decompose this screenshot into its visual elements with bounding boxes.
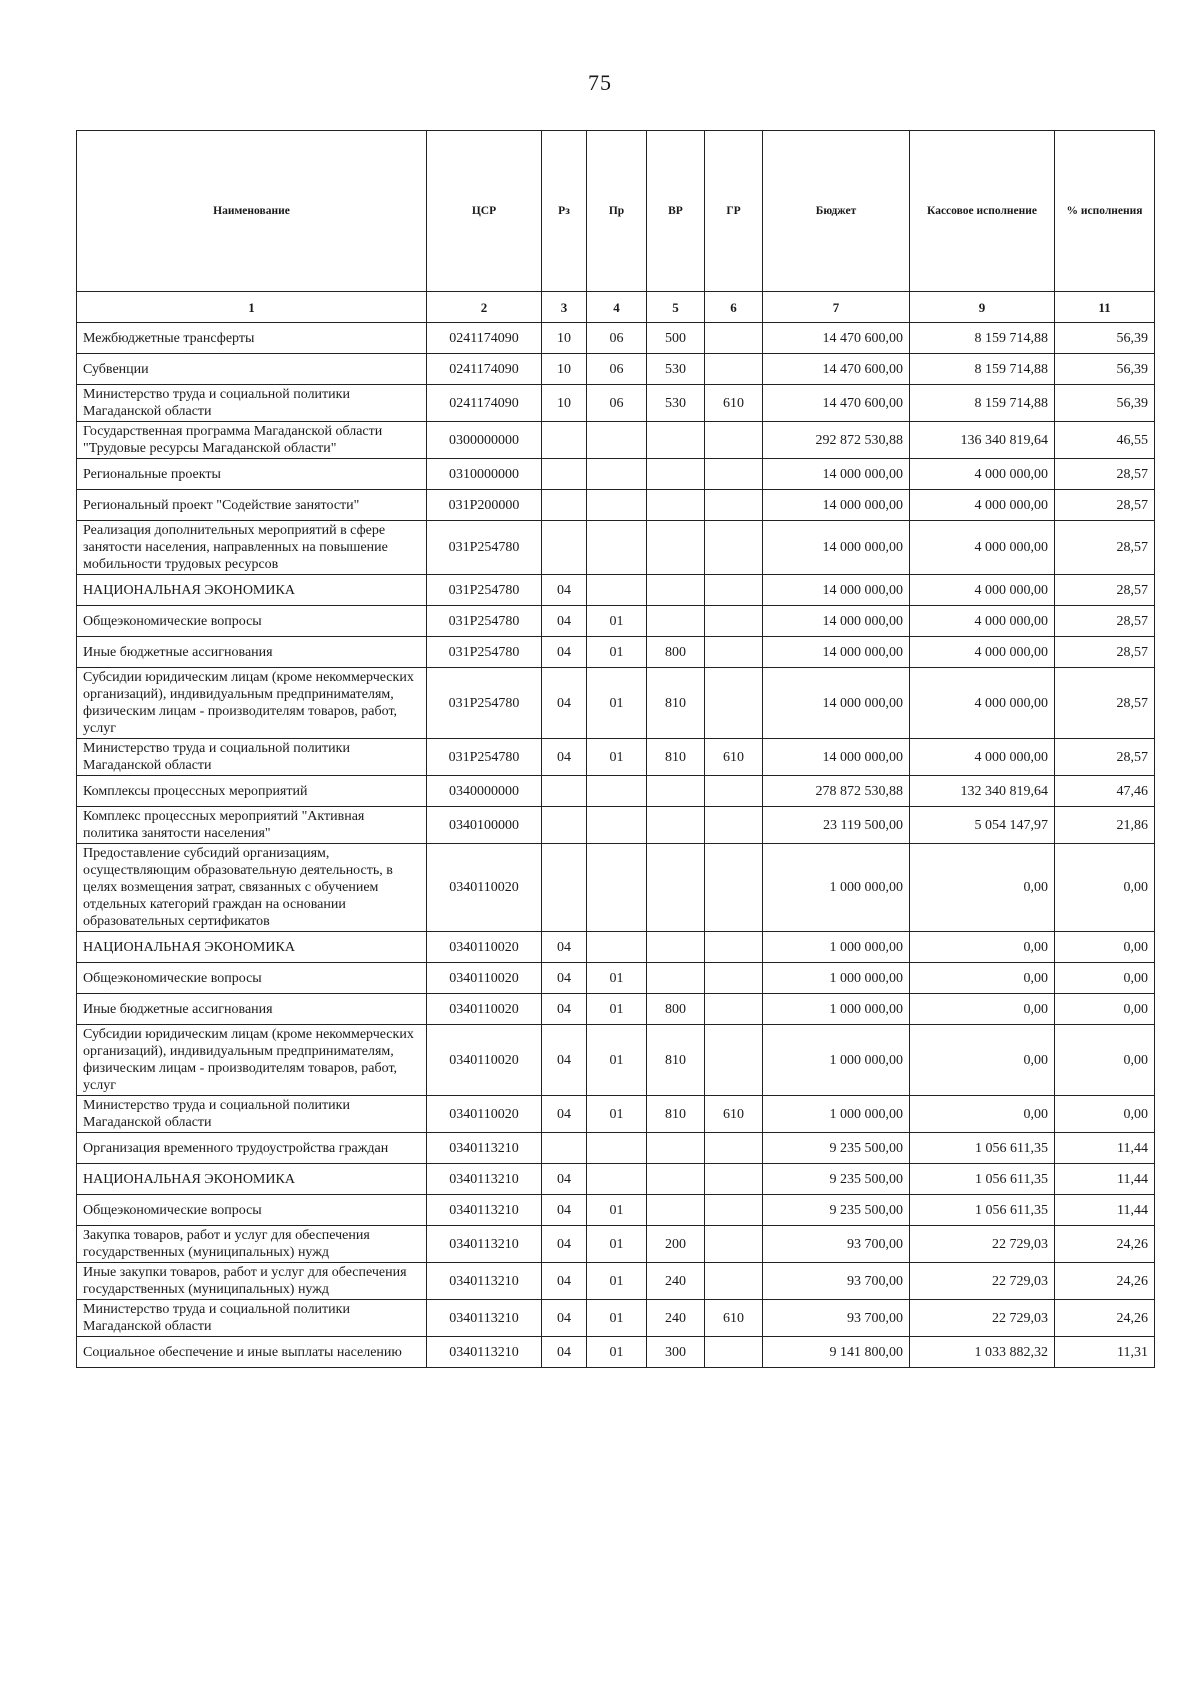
row-gr (705, 994, 763, 1025)
table-row (77, 844, 1155, 932)
row-name: НАЦИОНАЛЬНАЯ ЭКОНОМИКА (77, 575, 427, 606)
row-csr: 0340110020 (427, 963, 542, 994)
row-gr: 610 (705, 1300, 763, 1337)
row-rz: 04 (542, 1226, 587, 1263)
row-name: Иные бюджетные ассигнования (77, 637, 427, 668)
table-row (77, 1195, 1155, 1226)
row-csr: 031P254780 (427, 606, 542, 637)
row-cash-execution: 0,00 (910, 963, 1055, 994)
row-name: Иные бюджетные ассигнования (77, 994, 427, 1025)
row-vr: 240 (647, 1263, 705, 1300)
row-percent: 28,57 (1055, 521, 1155, 575)
row-name: Предоставление субсидий организациям, осуществляющим образовательную деятельность, в целях возмещения затрат, связанных с обучением отдельных категорий граждан на основании образовательных сертификатов (77, 844, 427, 932)
row-name: Государственная программа Магаданской области "Трудовые ресурсы Магаданской области" (77, 422, 427, 459)
header-percent-execution: % исполнения (1055, 131, 1155, 292)
header-vr: ВР (647, 131, 705, 292)
row-percent: 56,39 (1055, 354, 1155, 385)
row-csr: 0340113210 (427, 1300, 542, 1337)
row-name: Организация временного трудоустройства граждан (77, 1133, 427, 1164)
row-budget: 14 000 000,00 (763, 606, 910, 637)
row-budget: 292 872 530,88 (763, 422, 910, 459)
row-budget: 93 700,00 (763, 1226, 910, 1263)
row-budget: 14 000 000,00 (763, 459, 910, 490)
row-gr: 610 (705, 1096, 763, 1133)
table-body (77, 323, 1155, 1368)
row-vr (647, 459, 705, 490)
row-pr: 06 (587, 323, 647, 354)
row-csr: 0340110020 (427, 1096, 542, 1133)
row-rz: 04 (542, 1337, 587, 1368)
row-csr: 0241174090 (427, 385, 542, 422)
row-vr (647, 575, 705, 606)
row-csr: 031P254780 (427, 739, 542, 776)
row-percent: 28,57 (1055, 606, 1155, 637)
row-rz: 10 (542, 385, 587, 422)
row-vr: 800 (647, 994, 705, 1025)
row-cash-execution: 1 056 611,35 (910, 1195, 1055, 1226)
table-row (77, 1263, 1155, 1300)
row-pr (587, 1133, 647, 1164)
row-pr: 01 (587, 1226, 647, 1263)
row-cash-execution: 22 729,03 (910, 1300, 1055, 1337)
row-percent: 47,46 (1055, 776, 1155, 807)
row-cash-execution: 0,00 (910, 844, 1055, 932)
row-percent: 28,57 (1055, 459, 1155, 490)
row-pr: 01 (587, 606, 647, 637)
row-pr: 01 (587, 963, 647, 994)
row-rz: 04 (542, 1263, 587, 1300)
table-row (77, 668, 1155, 739)
row-pr: 06 (587, 354, 647, 385)
row-percent: 0,00 (1055, 844, 1155, 932)
row-csr: 0340113210 (427, 1133, 542, 1164)
row-percent: 28,57 (1055, 490, 1155, 521)
row-cash-execution: 0,00 (910, 932, 1055, 963)
row-budget: 14 470 600,00 (763, 385, 910, 422)
table-row (77, 521, 1155, 575)
row-pr: 01 (587, 637, 647, 668)
row-gr (705, 354, 763, 385)
row-vr: 530 (647, 385, 705, 422)
row-budget: 14 470 600,00 (763, 323, 910, 354)
row-percent: 11,44 (1055, 1195, 1155, 1226)
row-pr (587, 932, 647, 963)
table-row (77, 1164, 1155, 1195)
row-csr: 0241174090 (427, 354, 542, 385)
row-percent: 0,00 (1055, 963, 1155, 994)
row-vr (647, 932, 705, 963)
row-csr: 0241174090 (427, 323, 542, 354)
row-rz: 04 (542, 1300, 587, 1337)
row-pr: 01 (587, 1337, 647, 1368)
row-cash-execution: 0,00 (910, 1025, 1055, 1096)
table-row (77, 459, 1155, 490)
row-name: Министерство труда и социальной политики Магаданской области (77, 1096, 427, 1133)
column-number-row (77, 292, 1155, 323)
row-vr: 530 (647, 354, 705, 385)
row-csr: 031P254780 (427, 575, 542, 606)
budget-execution-table (76, 130, 1155, 1368)
row-percent: 28,57 (1055, 668, 1155, 739)
row-vr (647, 521, 705, 575)
row-vr (647, 776, 705, 807)
table-row (77, 932, 1155, 963)
row-percent: 0,00 (1055, 932, 1155, 963)
row-csr: 0340113210 (427, 1337, 542, 1368)
row-rz: 04 (542, 637, 587, 668)
row-name: Субвенции (77, 354, 427, 385)
row-percent: 56,39 (1055, 385, 1155, 422)
header-name: Наименование (77, 131, 427, 292)
row-vr: 810 (647, 668, 705, 739)
row-pr: 01 (587, 994, 647, 1025)
row-name: Министерство труда и социальной политики Магаданской области (77, 1300, 427, 1337)
row-gr (705, 459, 763, 490)
table-row (77, 1226, 1155, 1263)
row-pr: 01 (587, 1096, 647, 1133)
row-cash-execution: 5 054 147,97 (910, 807, 1055, 844)
row-vr (647, 844, 705, 932)
row-vr: 200 (647, 1226, 705, 1263)
row-pr: 01 (587, 1195, 647, 1226)
table-row (77, 385, 1155, 422)
row-pr (587, 776, 647, 807)
row-gr (705, 606, 763, 637)
row-gr (705, 776, 763, 807)
row-budget: 9 235 500,00 (763, 1195, 910, 1226)
row-name: Иные закупки товаров, работ и услуг для обеспечения государственных (муниципальных) нужд (77, 1263, 427, 1300)
row-cash-execution: 1 056 611,35 (910, 1164, 1055, 1195)
row-rz: 04 (542, 1025, 587, 1096)
row-percent: 24,26 (1055, 1263, 1155, 1300)
row-vr (647, 1195, 705, 1226)
row-csr: 0340100000 (427, 807, 542, 844)
row-vr (647, 422, 705, 459)
row-name: Общеэкономические вопросы (77, 1195, 427, 1226)
row-pr (587, 575, 647, 606)
row-budget: 14 000 000,00 (763, 637, 910, 668)
row-name: Региональные проекты (77, 459, 427, 490)
row-gr (705, 844, 763, 932)
column-number: 3 (542, 292, 587, 323)
row-rz: 04 (542, 668, 587, 739)
row-cash-execution: 8 159 714,88 (910, 354, 1055, 385)
row-percent: 0,00 (1055, 994, 1155, 1025)
column-number: 7 (763, 292, 910, 323)
row-cash-execution: 0,00 (910, 994, 1055, 1025)
row-vr: 300 (647, 1337, 705, 1368)
row-pr: 01 (587, 1263, 647, 1300)
page-number: 75 (588, 70, 612, 95)
row-name: Реализация дополнительных мероприятий в сфере занятости населения, направленных на повышение мобильности трудовых ресурсов (77, 521, 427, 575)
row-name: Региональный проект "Содействие занятости" (77, 490, 427, 521)
table-row (77, 637, 1155, 668)
row-csr: 031P254780 (427, 668, 542, 739)
table-row (77, 1096, 1155, 1133)
row-budget: 14 000 000,00 (763, 668, 910, 739)
row-gr (705, 1025, 763, 1096)
row-budget: 93 700,00 (763, 1263, 910, 1300)
row-rz: 10 (542, 323, 587, 354)
row-budget: 1 000 000,00 (763, 844, 910, 932)
row-rz: 04 (542, 739, 587, 776)
row-rz (542, 807, 587, 844)
header-cash-execution: Кассовое исполнение (910, 131, 1055, 292)
row-cash-execution: 136 340 819,64 (910, 422, 1055, 459)
row-rz: 04 (542, 1195, 587, 1226)
row-name: Закупка товаров, работ и услуг для обеспечения государственных (муниципальных) нужд (77, 1226, 427, 1263)
row-rz: 04 (542, 1164, 587, 1195)
row-budget: 14 470 600,00 (763, 354, 910, 385)
row-budget: 1 000 000,00 (763, 932, 910, 963)
table-row (77, 1133, 1155, 1164)
row-vr (647, 1133, 705, 1164)
column-number: 4 (587, 292, 647, 323)
row-cash-execution: 0,00 (910, 1096, 1055, 1133)
row-budget: 93 700,00 (763, 1300, 910, 1337)
row-budget: 1 000 000,00 (763, 994, 910, 1025)
row-rz: 04 (542, 994, 587, 1025)
row-vr (647, 606, 705, 637)
row-cash-execution: 4 000 000,00 (910, 739, 1055, 776)
column-number: 2 (427, 292, 542, 323)
row-name: Субсидии юридическим лицам (кроме некоммерческих организаций), индивидуальным предпринимателям, физическим лицам - производителям товаров, работ, услуг (77, 1025, 427, 1096)
row-budget: 278 872 530,88 (763, 776, 910, 807)
row-pr (587, 521, 647, 575)
row-percent: 28,57 (1055, 739, 1155, 776)
row-percent: 0,00 (1055, 1025, 1155, 1096)
row-percent: 46,55 (1055, 422, 1155, 459)
row-budget: 9 141 800,00 (763, 1337, 910, 1368)
row-budget: 14 000 000,00 (763, 739, 910, 776)
row-csr: 0340113210 (427, 1263, 542, 1300)
row-pr: 01 (587, 1300, 647, 1337)
row-percent: 11,44 (1055, 1164, 1155, 1195)
row-vr: 810 (647, 1025, 705, 1096)
row-gr (705, 521, 763, 575)
column-number: 6 (705, 292, 763, 323)
header-pr: Пр (587, 131, 647, 292)
row-pr: 06 (587, 385, 647, 422)
row-rz: 04 (542, 963, 587, 994)
column-number: 9 (910, 292, 1055, 323)
table-row (77, 490, 1155, 521)
row-rz (542, 844, 587, 932)
row-name: НАЦИОНАЛЬНАЯ ЭКОНОМИКА (77, 1164, 427, 1195)
row-rz: 10 (542, 354, 587, 385)
row-vr: 810 (647, 739, 705, 776)
row-percent: 28,57 (1055, 575, 1155, 606)
column-number: 5 (647, 292, 705, 323)
row-pr (587, 459, 647, 490)
row-rz (542, 776, 587, 807)
row-pr: 01 (587, 1025, 647, 1096)
table-row (77, 739, 1155, 776)
table-row (77, 323, 1155, 354)
row-budget: 9 235 500,00 (763, 1164, 910, 1195)
row-vr (647, 807, 705, 844)
row-cash-execution: 4 000 000,00 (910, 606, 1055, 637)
row-csr: 0340110020 (427, 844, 542, 932)
row-pr (587, 1164, 647, 1195)
row-pr (587, 844, 647, 932)
row-csr: 0310000000 (427, 459, 542, 490)
row-vr: 240 (647, 1300, 705, 1337)
row-gr (705, 963, 763, 994)
row-rz (542, 422, 587, 459)
row-csr: 0340000000 (427, 776, 542, 807)
row-percent: 24,26 (1055, 1226, 1155, 1263)
row-name: Социальное обеспечение и иные выплаты населению (77, 1337, 427, 1368)
row-gr (705, 1226, 763, 1263)
table-row (77, 963, 1155, 994)
row-gr (705, 932, 763, 963)
row-budget: 14 000 000,00 (763, 575, 910, 606)
row-cash-execution: 132 340 819,64 (910, 776, 1055, 807)
row-gr (705, 575, 763, 606)
row-csr: 0340113210 (427, 1195, 542, 1226)
header-gr: ГР (705, 131, 763, 292)
row-budget: 14 000 000,00 (763, 521, 910, 575)
row-name: НАЦИОНАЛЬНАЯ ЭКОНОМИКА (77, 932, 427, 963)
row-percent: 56,39 (1055, 323, 1155, 354)
row-vr: 800 (647, 637, 705, 668)
row-percent: 11,31 (1055, 1337, 1155, 1368)
row-name: Межбюджетные трансферты (77, 323, 427, 354)
row-cash-execution: 4 000 000,00 (910, 575, 1055, 606)
table-row (77, 422, 1155, 459)
row-csr: 0340110020 (427, 994, 542, 1025)
table-row (77, 1300, 1155, 1337)
row-csr: 0340110020 (427, 932, 542, 963)
row-csr: 031P254780 (427, 521, 542, 575)
table-row (77, 354, 1155, 385)
header-rz: Рз (542, 131, 587, 292)
row-cash-execution: 4 000 000,00 (910, 668, 1055, 739)
row-name: Комплекс процессных мероприятий "Активная политика занятости населения" (77, 807, 427, 844)
table-row (77, 1025, 1155, 1096)
row-rz (542, 521, 587, 575)
row-pr (587, 422, 647, 459)
row-gr (705, 668, 763, 739)
row-percent: 28,57 (1055, 637, 1155, 668)
row-percent: 24,26 (1055, 1300, 1155, 1337)
row-cash-execution: 1 056 611,35 (910, 1133, 1055, 1164)
row-cash-execution: 4 000 000,00 (910, 490, 1055, 521)
row-rz (542, 490, 587, 521)
row-csr: 0340113210 (427, 1226, 542, 1263)
row-budget: 9 235 500,00 (763, 1133, 910, 1164)
row-gr (705, 490, 763, 521)
row-cash-execution: 4 000 000,00 (910, 637, 1055, 668)
table-row (77, 575, 1155, 606)
row-rz (542, 459, 587, 490)
row-rz: 04 (542, 575, 587, 606)
row-cash-execution: 4 000 000,00 (910, 521, 1055, 575)
header-budget: Бюджет (763, 131, 910, 292)
row-pr: 01 (587, 668, 647, 739)
column-number: 11 (1055, 292, 1155, 323)
row-gr (705, 1133, 763, 1164)
row-csr: 0340113210 (427, 1164, 542, 1195)
row-percent: 0,00 (1055, 1096, 1155, 1133)
row-cash-execution: 22 729,03 (910, 1226, 1055, 1263)
row-vr: 500 (647, 323, 705, 354)
row-csr: 0340110020 (427, 1025, 542, 1096)
header-row (77, 131, 1155, 292)
row-vr (647, 1164, 705, 1195)
row-gr (705, 323, 763, 354)
row-gr (705, 1263, 763, 1300)
row-gr: 610 (705, 385, 763, 422)
row-rz (542, 1133, 587, 1164)
row-rz: 04 (542, 606, 587, 637)
row-rz: 04 (542, 1096, 587, 1133)
row-cash-execution: 4 000 000,00 (910, 459, 1055, 490)
row-vr (647, 490, 705, 521)
table-row (77, 994, 1155, 1025)
row-budget: 1 000 000,00 (763, 963, 910, 994)
column-number: 1 (77, 292, 427, 323)
row-cash-execution: 8 159 714,88 (910, 323, 1055, 354)
row-budget: 23 119 500,00 (763, 807, 910, 844)
row-name: Общеэкономические вопросы (77, 606, 427, 637)
row-csr: 0300000000 (427, 422, 542, 459)
row-gr (705, 1164, 763, 1195)
row-cash-execution: 22 729,03 (910, 1263, 1055, 1300)
row-pr (587, 807, 647, 844)
row-budget: 1 000 000,00 (763, 1025, 910, 1096)
row-percent: 21,86 (1055, 807, 1155, 844)
row-csr: 031P254780 (427, 637, 542, 668)
row-vr (647, 963, 705, 994)
row-name: Министерство труда и социальной политики Магаданской области (77, 385, 427, 422)
table-row (77, 776, 1155, 807)
row-gr (705, 422, 763, 459)
row-budget: 1 000 000,00 (763, 1096, 910, 1133)
table-row (77, 606, 1155, 637)
row-csr: 031P200000 (427, 490, 542, 521)
row-name: Комплексы процессных мероприятий (77, 776, 427, 807)
row-rz: 04 (542, 932, 587, 963)
header-csr: ЦСР (427, 131, 542, 292)
row-name: Субсидии юридическим лицам (кроме некоммерческих организаций), индивидуальным предпринимателям, физическим лицам - производителям товаров, работ, услуг (77, 668, 427, 739)
row-gr (705, 1337, 763, 1368)
row-budget: 14 000 000,00 (763, 490, 910, 521)
row-cash-execution: 8 159 714,88 (910, 385, 1055, 422)
row-name: Общеэкономические вопросы (77, 963, 427, 994)
table-row (77, 1337, 1155, 1368)
row-pr (587, 490, 647, 521)
row-gr (705, 807, 763, 844)
row-pr: 01 (587, 739, 647, 776)
table-row (77, 807, 1155, 844)
row-gr (705, 1195, 763, 1226)
row-vr: 810 (647, 1096, 705, 1133)
row-name: Министерство труда и социальной политики Магаданской области (77, 739, 427, 776)
row-gr: 610 (705, 739, 763, 776)
row-cash-execution: 1 033 882,32 (910, 1337, 1055, 1368)
row-percent: 11,44 (1055, 1133, 1155, 1164)
row-gr (705, 637, 763, 668)
